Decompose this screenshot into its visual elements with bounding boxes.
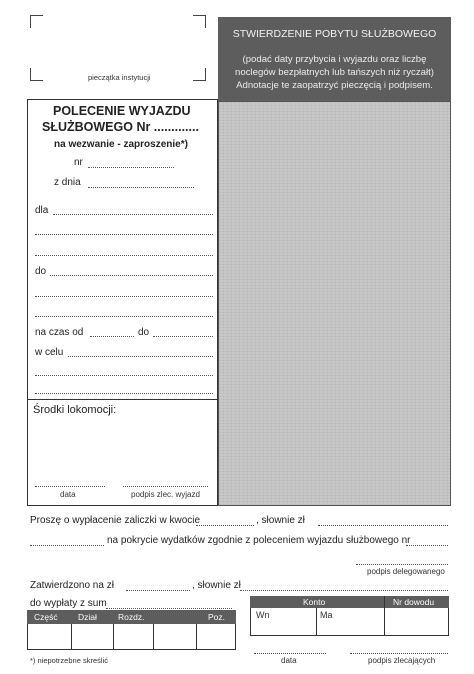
advance-line2-text: na pokrycie wydatków zgodnie z poleceniem wyjazdu służbowego nr [107,535,411,546]
budget-col-position: Poz. [208,612,226,622]
footer-signature-caption: podpis zlecających [368,656,436,665]
advance-order-no-field[interactable] [406,545,448,546]
confirmation-subtitle-3: Adnotacje te zaopatrzyć pieczęcią i podpisem. [236,80,433,91]
stamp-label: pieczątka instytucji [88,73,151,82]
account-cell-ma[interactable] [317,620,383,635]
period-label: na czas od [35,327,84,338]
order-mode: na wezwanie - zaproszenie*) [54,139,188,150]
advance-line1-words: , słownie zł [256,515,305,526]
stamp-corner-tr [193,15,206,28]
budget-cell-position[interactable] [197,625,235,649]
order-signature-caption: podpis zlec. wyjazd [131,490,200,499]
order-title-2: SŁUŻBOWEGO Nr ............. [42,120,199,134]
budget-cell-division[interactable] [72,625,112,649]
date-label: z dnia [54,177,81,188]
delegate-signature-caption: podpis delegowanego [367,567,445,576]
stamp-corner-tl [30,15,43,28]
footer-date-caption: data [281,656,297,665]
budget-cell-blank[interactable] [154,625,195,649]
purpose-label: w celu [35,347,64,358]
transport-label: Środki lokomocji: [33,404,117,416]
purpose-field-2[interactable] [35,375,213,376]
budget-col-part: Część [34,612,58,622]
period-to-label: do [138,327,150,338]
order-date-caption: data [60,490,76,499]
for-field-1[interactable] [53,214,213,215]
for-label: dla [35,205,49,216]
footer-signature-field[interactable] [350,653,448,654]
transport-divider [27,399,218,400]
for-field-2[interactable] [35,234,213,235]
payout-label: do wypłaty z sum [30,598,107,609]
approved-label: Zatwierdzono na zł [30,580,114,591]
purpose-field-3[interactable] [35,393,213,394]
approved-amount-field[interactable] [126,590,190,591]
budget-cell-chapter[interactable] [114,625,152,649]
confirmation-header [218,17,451,101]
for-field-3[interactable] [35,255,213,256]
budget-cell-part[interactable] [28,625,70,649]
approved-words-field[interactable] [240,590,448,591]
budget-col-chapter: Rozdz. [118,612,145,622]
transport-area[interactable] [30,420,215,480]
to-field-3[interactable] [35,316,213,317]
delegate-signature-field[interactable] [356,564,448,565]
account-header-doc: Nr dowodu [393,597,435,607]
approved-words-label: , słownie zł [192,580,241,591]
purpose-field-1[interactable] [68,356,213,357]
confirmation-subtitle-2: noclegów bezpłatnych lub tańszych niż ryczałt) [235,67,434,78]
advance-line2-field[interactable] [30,545,104,546]
account-header-konto: Konto [303,597,326,607]
advance-words-field[interactable] [318,525,448,526]
to-field-1[interactable] [50,275,213,276]
footer-note: *) niepotrzebne skreślić [30,656,108,665]
stamp-corner-bl [30,68,43,81]
date-field[interactable] [88,187,194,188]
order-signature-field[interactable] [123,486,208,487]
stamp-corner-br [193,68,206,81]
to-label: do [35,266,47,277]
order-title-1: POLECENIE WYJAZDU [53,104,191,118]
nr-field[interactable] [88,167,174,168]
account-cell-doc[interactable] [385,609,448,635]
confirmation-subtitle-1: (podać daty przybycia i wyjazdu oraz liczbę [242,54,427,65]
account-cell-wn[interactable] [251,620,315,635]
confirmation-title: STWIERDZENIE POBYTU SŁUŻBOWEGO [232,28,437,40]
advance-line1-prefix: Proszę o wypłacenie zaliczki w kwocie [30,515,201,526]
period-from-field[interactable] [90,336,134,337]
budget-col-division: Dział [78,612,97,622]
order-date-field[interactable] [35,486,105,487]
period-to-field[interactable] [153,336,213,337]
payout-field[interactable] [106,608,232,609]
nr-label: nr [74,157,83,168]
to-field-2[interactable] [35,296,213,297]
advance-amount-field[interactable] [196,525,254,526]
account-col-ma: Ma [320,610,333,620]
footer-date-field[interactable] [254,653,326,654]
confirmation-area[interactable] [218,101,451,506]
account-col-wn: Wn [256,610,270,620]
